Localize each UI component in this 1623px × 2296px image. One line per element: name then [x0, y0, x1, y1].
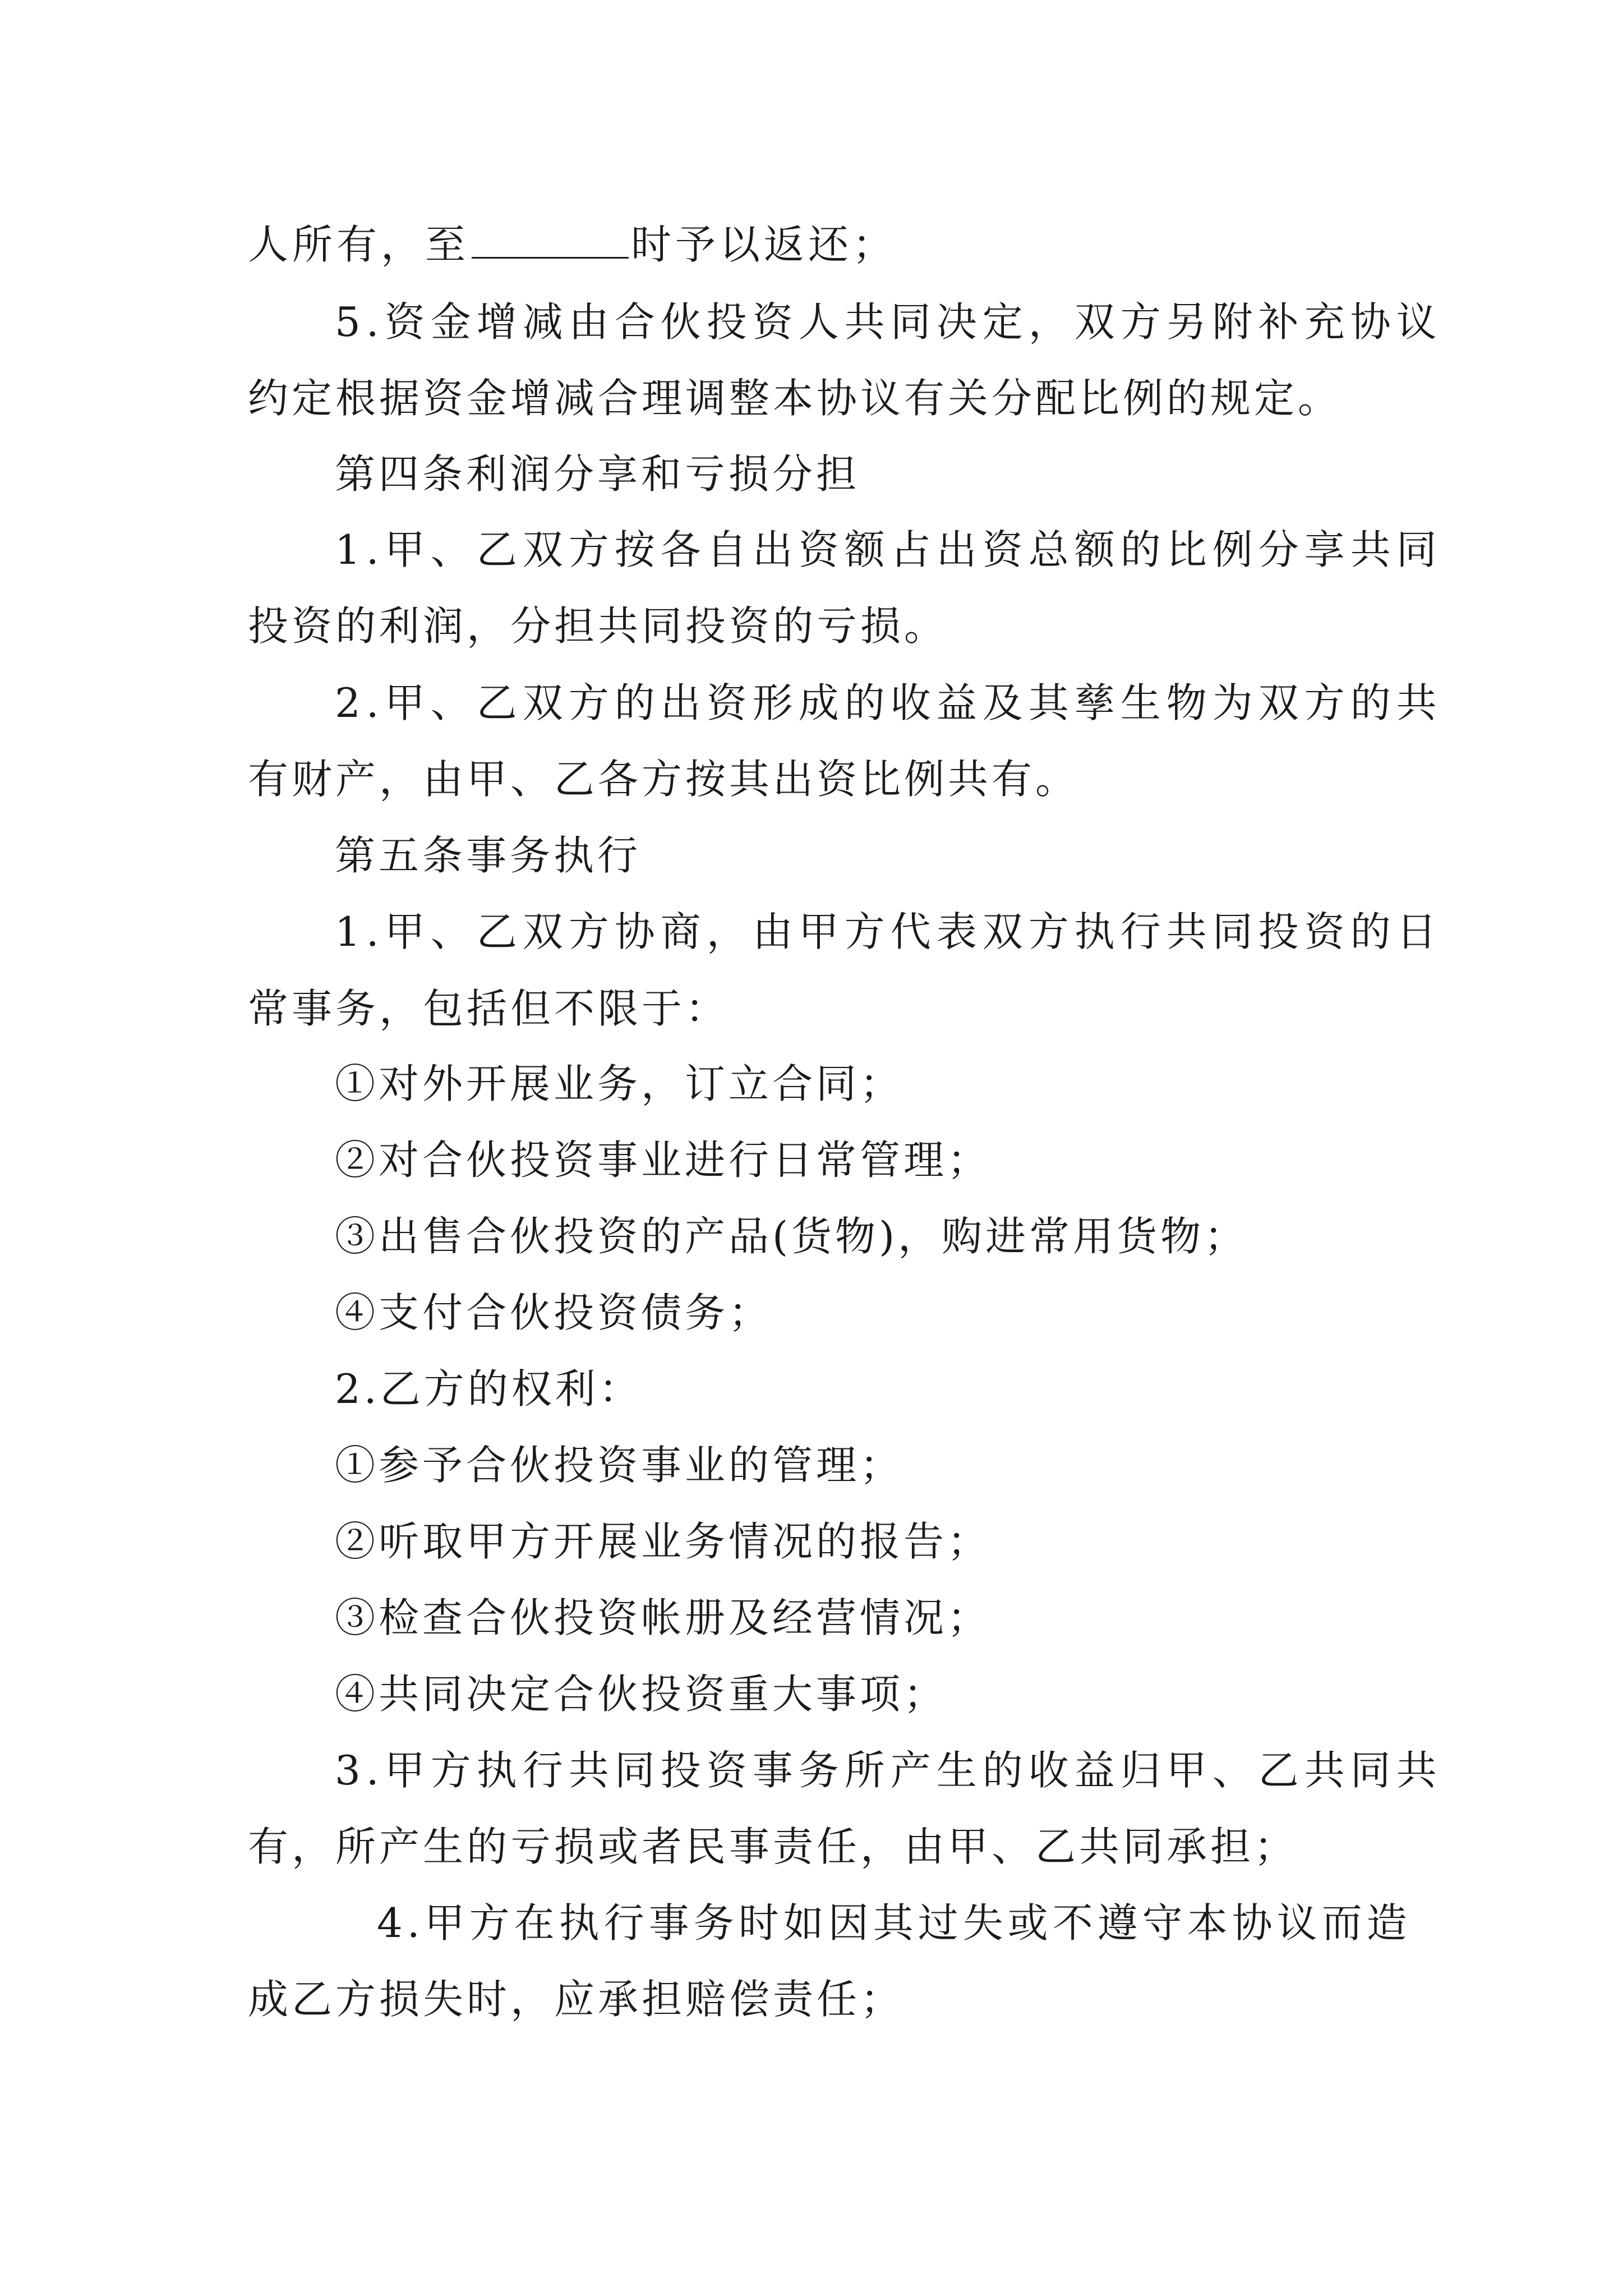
- article-heading-5: 第五条事务执行: [335, 832, 642, 879]
- text-before-blank: 人所有，至: [248, 221, 470, 268]
- article-heading-4: 第四条利润分享和亏损分担: [335, 450, 860, 498]
- paragraph-line: 2.甲、乙双方的出资形成的收益及其孳生物为双方的共: [335, 679, 1442, 726]
- list-item: ④支付合伙投资债务；: [335, 1289, 773, 1336]
- list-item: ①对外开展业务，订立合同；: [335, 1060, 904, 1107]
- paragraph-line: 4.甲方在执行事务时如因其过失或不遵守本协议而造: [377, 1899, 1412, 1947]
- fill-in-blank: [472, 218, 629, 259]
- text-line-return-clause: [248, 217, 897, 273]
- paragraph-line: 有，所产生的亏损或者民事责任，由甲、乙共同承担；: [248, 1823, 1298, 1870]
- paragraph-line: 5.资金增减由合伙投资人共同决定，双方另附补充协议: [335, 298, 1442, 346]
- paragraph-line: 1.甲、乙双方协商，由甲方代表双方执行共同投资的日: [335, 908, 1442, 955]
- paragraph-line: 投资的利润，分担共同投资的亏损。: [248, 602, 948, 650]
- paragraph-line: 3.甲方执行共同投资事务所产生的收益归甲、乙共同共: [335, 1747, 1442, 1794]
- paragraph-line: 成乙方损失时，应承担赔偿责任；: [248, 1976, 905, 2023]
- list-item: ①参予合伙投资事业的管理；: [335, 1442, 904, 1489]
- paragraph-line: 有财产，由甲、乙各方按其出资比例共有。: [248, 756, 1080, 803]
- list-item: ③检查合伙投资帐册及经营情况；: [335, 1594, 992, 1641]
- list-item: ④共同决定合伙投资重大事项；: [335, 1671, 948, 1718]
- list-item: ②听取甲方开展业务情况的报告；: [335, 1518, 992, 1565]
- paragraph-line: 1.甲、乙双方按各自出资额占出资总额的比例分享共同: [335, 526, 1442, 573]
- paragraph-line: 约定根据资金增减合理调整本协议有关分配比例的规定。: [248, 375, 1342, 422]
- paragraph-line: 常事务，包括但不限于：: [248, 985, 730, 1032]
- paragraph-line: 2.乙方的权利：: [335, 1365, 643, 1412]
- list-item: ③出售合伙投资的产品(货物)，购进常用货物；: [335, 1213, 1248, 1260]
- text-after-blank: 时予以返还；: [631, 221, 897, 268]
- list-item: ②对合伙投资事业进行日常管理；: [335, 1137, 992, 1184]
